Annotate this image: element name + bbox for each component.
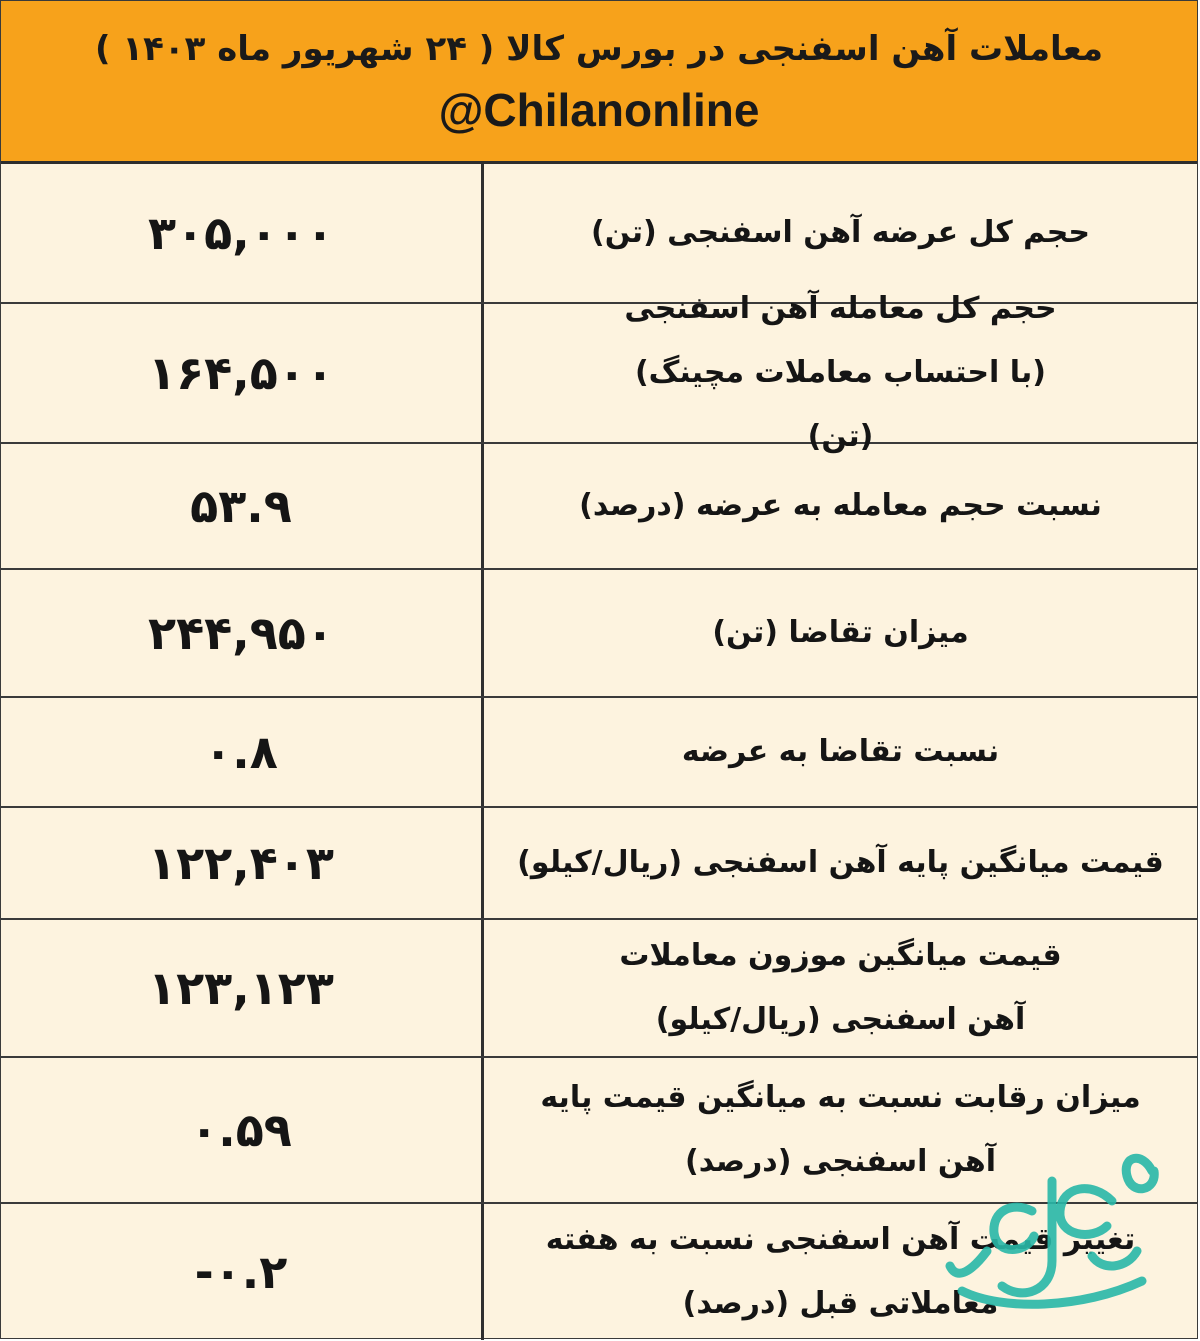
label-cell (484, 444, 1197, 568)
table-row (1, 920, 1197, 1058)
row-value: ۰.۵۹ (190, 1103, 292, 1157)
row-value: -۰.۲ (194, 1245, 288, 1299)
table-row (1, 808, 1197, 920)
value-cell (1, 304, 484, 442)
table-row (1, 698, 1197, 808)
table-row (1, 444, 1197, 570)
row-label: تغییر قیمت آهن اسفنجی نسبت به هفته معاملاتی قبل (درصد) (545, 1222, 1136, 1321)
row-label: قیمت میانگین موزون معاملات آهن اسفنجی (ریال/کیلو) (619, 938, 1062, 1037)
label-cell (484, 808, 1197, 918)
row-label: حجم کل عرضه آهن اسفنجی (تن) (591, 215, 1090, 250)
table-row (1, 1204, 1197, 1340)
value-cell (1, 570, 484, 696)
label-cell (484, 291, 1197, 454)
label-cell (484, 920, 1197, 1056)
row-value: ۳۰۵,۰۰۰ (148, 206, 334, 260)
table-header (1, 1, 1197, 164)
row-label: میزان رقابت نسبت به میانگین قیمت پایه آهن اسفنجی (درصد) (540, 1080, 1141, 1179)
value-cell (1, 698, 484, 806)
value-cell (1, 1204, 484, 1340)
value-cell (1, 1058, 484, 1202)
label-cell (484, 698, 1197, 806)
row-label: میزان تقاضا (تن) (712, 615, 969, 650)
header-title: معاملات آهن اسفنجی در بورس کالا ( ۲۴ شهریور ماه ۱۴۰۳ ) (94, 29, 1104, 69)
value-cell (1, 920, 484, 1056)
header-handle: @Chilanonline (438, 84, 760, 136)
value-cell (1, 164, 484, 302)
value-cell (1, 444, 484, 568)
table-row (1, 1058, 1197, 1204)
table-row (1, 570, 1197, 698)
label-cell (484, 570, 1197, 696)
label-cell (484, 1058, 1197, 1202)
label-cell (484, 1204, 1197, 1340)
row-label: حجم کل معامله آهن اسفنجی (با احتساب معاملات مچینگ) (تن) (624, 291, 1057, 454)
row-value: ۵۳.۹ (190, 479, 292, 533)
row-value: ۱۲۲,۴۰۳ (148, 836, 334, 890)
row-label: نسبت حجم معامله به عرضه (درصد) (579, 488, 1102, 523)
row-value: ۲۴۴,۹۵۰ (148, 606, 334, 660)
table-row (1, 291, 1197, 454)
row-label: نسبت تقاضا به عرضه (681, 734, 1000, 769)
row-value: ۰.۸ (204, 725, 278, 779)
row-value: ۱۶۴,۵۰۰ (148, 346, 334, 400)
value-cell (1, 808, 484, 918)
row-value: ۱۲۳,۱۲۳ (148, 961, 334, 1015)
row-label: قیمت میانگین پایه آهن اسفنجی (ریال/کیلو) (517, 845, 1164, 880)
